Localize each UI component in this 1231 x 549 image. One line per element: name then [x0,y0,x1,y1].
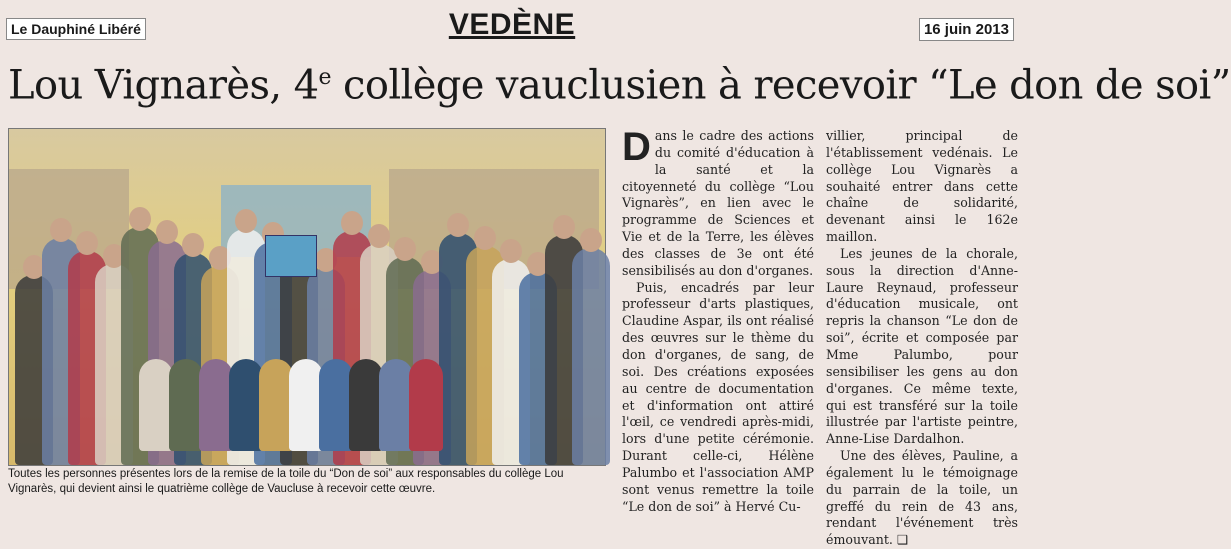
kneeling-person-silhouette [169,359,203,451]
person-head [129,207,151,231]
person-head [580,228,602,252]
paragraph: Les jeunes de la chorale, sous la direction d'Anne-Laure Reynaud, professeur d'éducation musicale, ont repris la chanson “Le don de soi”, écrite et composée par Mme Palumbo, pour sensibiliser les gens au don d'organes. Ce même texte, qui est transféré sur la toile illustrée par l'artiste peintre, Anne-Lise Dardalhon. [826,245,1018,447]
kneeling-person-silhouette [289,359,323,451]
drop-cap: D [622,125,651,169]
headline-part-2: collège vauclusien à recevoir “Le don de soi” [330,62,1231,109]
kneeling-person-silhouette [229,359,263,451]
kneeling-person-silhouette [409,359,443,451]
person-head [341,211,363,235]
person-head [50,218,72,242]
person-silhouette [572,248,610,465]
paragraph: villier, principal de l'établissement vedénais. Le collège Lou Vignarès a souhaité entrer dans cette chaîne de solidarité, devenant ainsi le 162e maillon. [826,128,1018,245]
paragraph-text: ans le cadre des actions du comité d'éducation à la santé et la citoyenneté du collège “Lou Vignarès”, en lien avec le programme de Sciences et Vie et de la Terre, les élèves des classes de 3e ont été sensibilisés au don d'organes. [622,128,814,278]
kneeling-person-silhouette [349,359,383,451]
person-head [500,239,522,263]
article-column-2 [826,128,1018,549]
canvas-painting [265,235,317,277]
group-photo [8,128,606,466]
article-column-1 [622,125,814,515]
person-head [447,213,469,237]
person-head [368,224,390,248]
person-head [474,226,496,250]
kneeling-person-silhouette [199,359,233,451]
section-title: VEDÈNE [448,8,576,41]
headline-part-1: Lou Vignarès, 4 [8,62,319,109]
article-headline [8,54,1231,109]
person-head [553,215,575,239]
end-mark: ❑ [896,532,909,548]
kneeling-person-silhouette [379,359,413,451]
person-head [76,231,98,255]
paragraph [622,125,814,280]
paragraph [826,448,1018,549]
kneeling-person-silhouette [259,359,293,451]
publication-date: 16 juin 2013 [919,18,1014,41]
person-head [394,237,416,261]
person-head [235,209,257,233]
headline-superscript: e [318,65,331,90]
person-head [156,220,178,244]
kneeling-person-silhouette [139,359,173,451]
person-head [182,233,204,257]
photo-caption: Toutes les personnes présentes lors de la remise de la toile du “Don de soi” aux responsables du collège Lou Vignarès, qui devient ainsi le quatrième collège de Vaucluse à recevoir cette œuvre. [8,468,564,495]
paragraph: Puis, encadrés par leur professeur d'arts plastiques, Claudine Aspar, ils ont réalisé des œuvres sur le thème du don d'organes, de sang, de soi. Des créations exposées au centre de documentation et d'information ont attiré l'œil, ce vendredi après-midi, lors d'une petite cérémonie. Durant celle-ci, Hélène Palumbo et l'association AMP sont venus remettre la toile “Le don de soi” à Hervé Cu- [622,279,814,514]
paragraph-text: Une des élèves, Pauline, a également lu le témoignage du parrain de la toile, un greffé du rein de 43 ans, rendant l'événement très émouvant. [826,448,1018,548]
publication-name: Le Dauphiné Libéré [6,18,146,40]
kneeling-person-silhouette [319,359,353,451]
